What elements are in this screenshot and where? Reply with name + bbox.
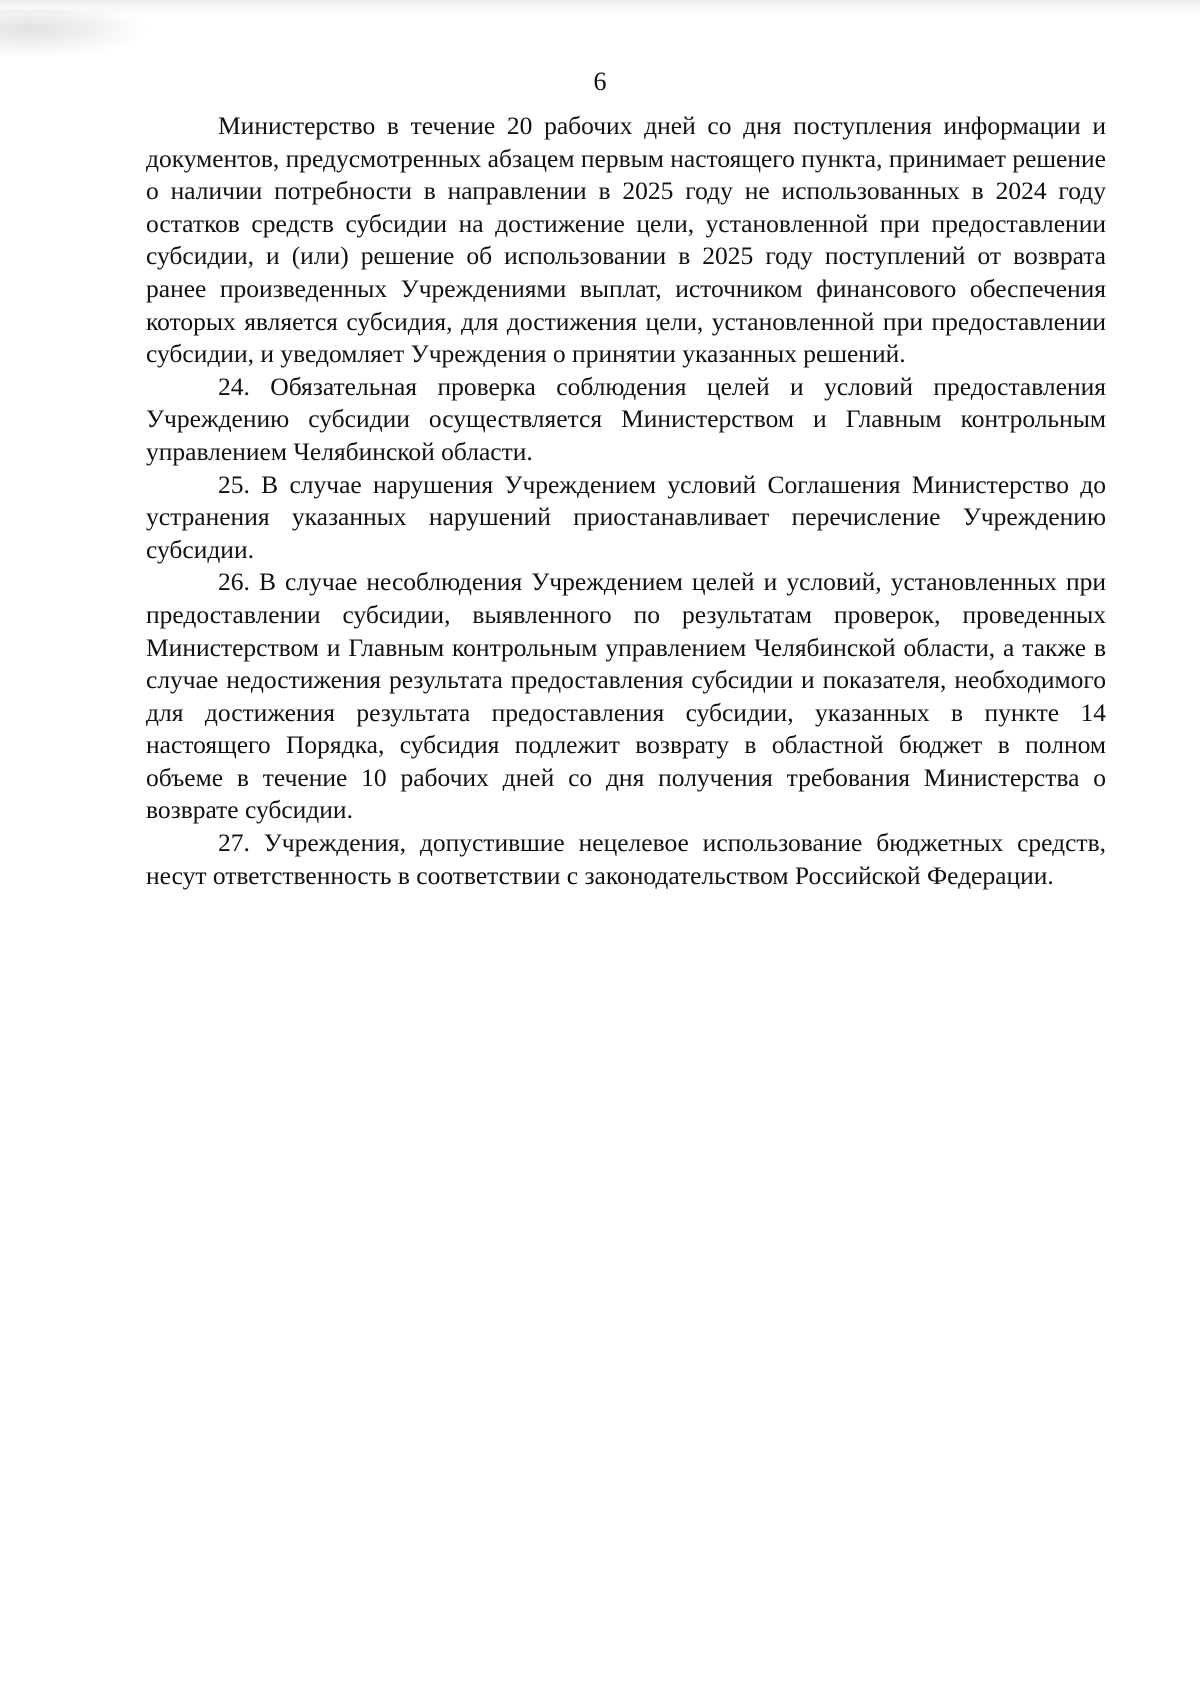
paragraph-25: 25. В случае нарушения Учреждением условий Соглашения Министерство до устранения указанных нарушений приостанавливает перечисление Учреждению субсидии. [146, 469, 1106, 564]
paragraph-ministry-decision: Министерство в течение 20 рабочих дней со дня поступления информации и документов, предусмотренных абзацем первым настоящего пункта, принимает решение о наличии потребности в направлении в 2025 году не использованных в 2024 году остатков средств субсидии на достижение цели, установленной при предоставлении субсидии, и (или) решение об использовании в 2025 году поступлений от возврата ранее произведенных Учреждениями выплат, источником финансового обеспечения которых является субсидия, для достижения цели, установленной при предоставлении субсидии, и уведомляет Учреждения о принятии указанных решений. [146, 111, 1106, 369]
paragraph-26: 26. В случае несоблюдения Учреждением целей и условий, установленных при предоставлении субсидии, выявленного по результатам проверок, проведенных Министерством и Главным контрольным управлением Челябинской области, а также в случае недостижения результата предоставления субсидии и показателя, необходимого для достижения результата предоставления субсидии, указанных в пункте 14 настоящего Порядка, субсидия подлежит возврату в областной бюджет в полном объеме в течение 10 рабочих дней со дня получения требования Министерства о возврате субсидии. [146, 567, 1106, 825]
paragraph-27: 27. Учреждения, допустившие нецелевое использование бюджетных средств, несут ответственность в соответствии с законодательством Российской Федерации. [146, 828, 1106, 890]
scan-edge-shadow [0, 0, 1200, 14]
paragraph-24: 24. Обязательная проверка соблюдения целей и условий предоставления Учреждению субсидии осуществляется Министерством и Главным контрольным управлением Челябинской области. [146, 371, 1106, 466]
page-number: 6 [593, 67, 607, 96]
scan-smudge [0, 10, 150, 58]
document-body [146, 110, 1106, 892]
